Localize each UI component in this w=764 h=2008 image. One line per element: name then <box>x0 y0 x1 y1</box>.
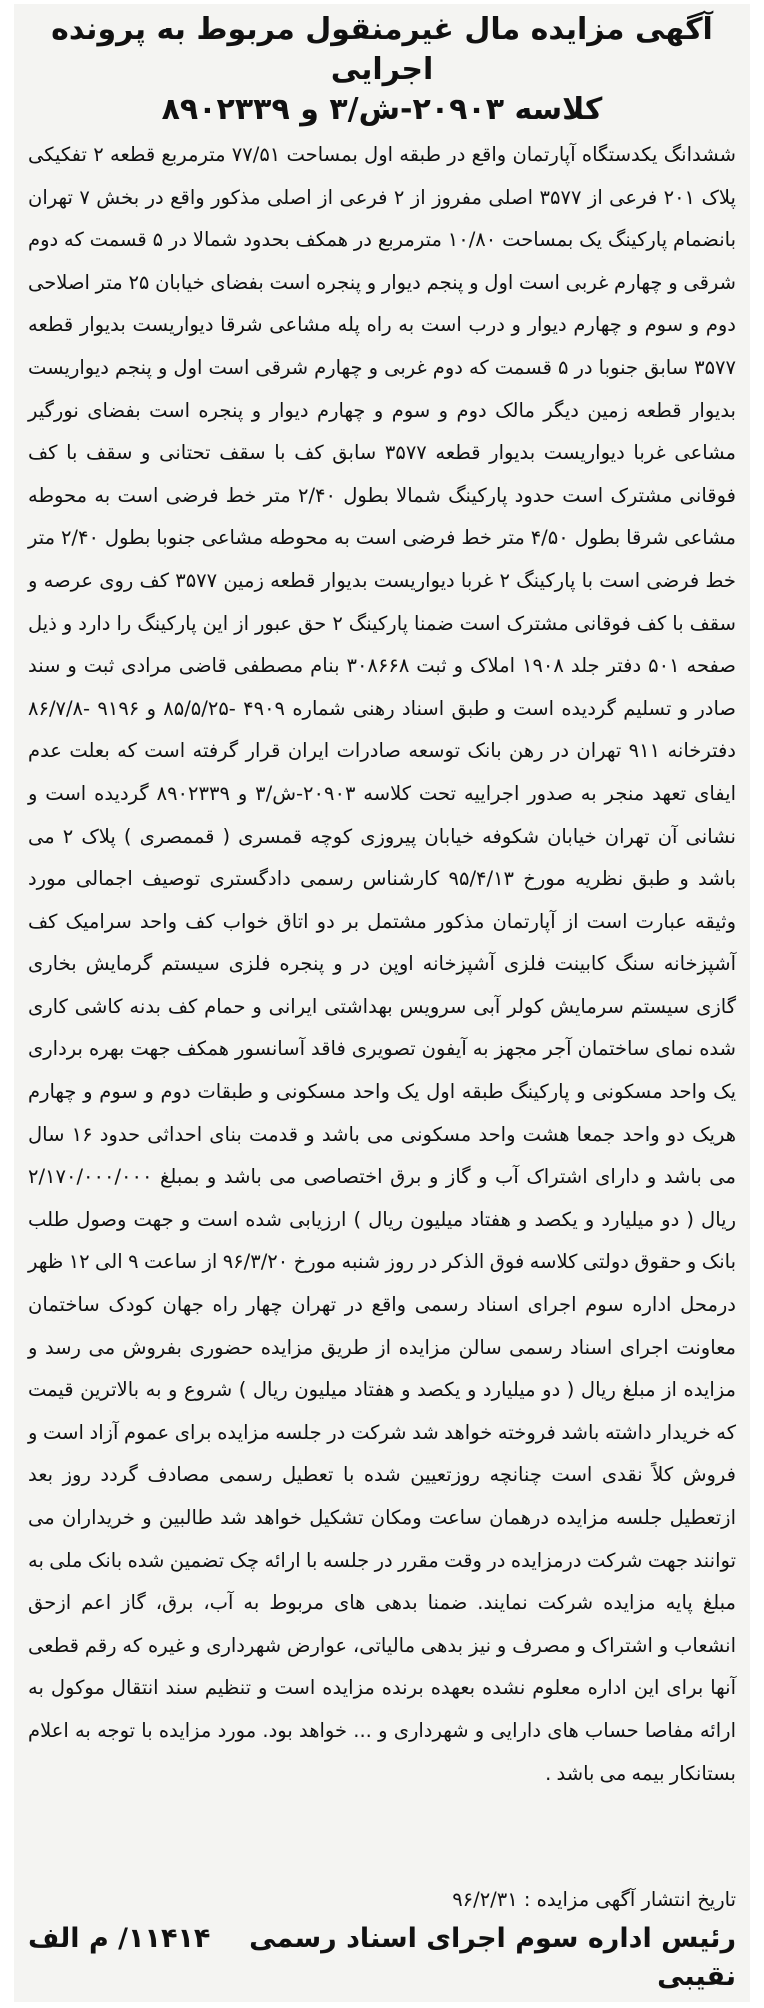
signatory-title: رئیس اداره سوم اجرای اسناد رسمی <box>249 1923 736 1954</box>
publish-date: تاریخ انتشار آگهی مزایده : ۹۶/۲/۳۱ <box>452 1888 736 1911</box>
notice-footer <box>28 1880 736 1996</box>
notice-body-paragraph: ششدانگ یکدستگاه آپارتمان واقع در طبقه اول بمساحت ۷۷/۵۱ مترمربع قطعه ۲ تفکیکی پلاک ۲۰۱ فرعی از ۳۵۷۷ اصلی مفروز از ۲ فرعی از اصلی مذکور واقع در بخش ۷ تهران بانضمام پارکینگ یک بمساحت ۱۰/۸۰ مترمربع در همکف بحدود شمالا در ۵ قسمت که دوم شرقی و چهارم غربی است اول و پنجم دیوار و پنجره است بفضای خیابان ۲۵ متر اصلاحی دوم و سوم و چهارم دیوار و درب است به راه پله مشاعی شرقا دیواریست بدیوار قطعه ۳۵۷۷ سابق جنوبا در ۵ قسمت که دوم غربی و چهارم شرقی است اول و پنجم دیواریست بدیوار قطعه زمین دیگر مالک دوم و سوم و چهارم دیوار و پنجره است بفضای نورگیر مشاعی غربا دیواریست بدیوار قطعه ۳۵۷۷ سابق کف با سقف تحتانی و سقف با کف فوقانی مشترک است حدود پارکینگ شمالا بطول ۲/۴۰ متر خط فرضی است به محوطه مشاعی شرقا بطول ۴/۵۰ متر خط فرضی است به محوطه مشاعی جنوبا بطول ۲/۴۰ متر خط فرضی است با پارکینگ ۲ غربا دیواریست بدیوار قطعه زمین ۳۵۷۷ کف روی عرصه و سقف با کف فوقانی مشترک است ضمنا پارکینگ ۲ حق عبور از این پارکینگ را دارد و ذیل صفحه ۵۰۱ دفتر جلد ۱۹۰۸ املاک و ثبت ۳۰۸۶۶۸ بنام مصطفی قاضی مرادی ثبت و سند صادر و تسلیم گردیده است و طبق اسناد رهنی شماره ۴۹۰۹ -۸۵/۵/۲۵ و ۹۱۹۶ -۸۶/۷/۸ دفترخانه ۹۱۱ تهران در رهن بانک توسعه صادرات ایران قرار گرفته است که بعلت عدم ایفای تعهد منجر به صدور اجراییه تحت کلاسه ۲۰۹۰۳-ش/۳ و ۸۹۰۲۳۳۹ گردیده است و نشانی آن تهران خیابان شکوفه خیابان پیروزی کوچه قمسری ( قممصری ) پلاک ۲ می باشد و طبق نظریه مورخ ۹۵/۴/۱۳ کارشناس رسمی دادگستری توصیف اجمالی مورد وثیقه عبارت است از آپارتمان مذکور مشتمل بر دو اتاق خواب کف واحد سرامیک کف آشپزخانه سنگ کابینت فلزی آشپزخانه اوپن در و پنجره فلزی سیستم گرمایش بخاری گازی سیستم سرمایش کولر آبی سرویس بهداشتی ایرانی و حمام کف بدنه کاشی کاری شده نمای ساختمان آجر مجهز به آیفون تصویری فاقد آسانسور همکف جهت بهره برداری یک واحد مسکونی و پارکینگ طبقه اول یک واحد مسکونی و طبقات دوم و سوم و چهارم هریک دو واحد جمعا هشت واحد مسکونی می باشد و قدمت بنای احداثی حدود ۱۶ سال می باشد و دارای اشتراک آب و گاز و برق اختصاصی می باشد و بمبلغ ۲/۱۷۰/۰۰۰/۰۰۰ ریال ( دو میلیارد و یکصد و هفتاد میلیون ریال ) ارزیابی شده است و جهت وصول طلب بانک و حقوق دولتی کلاسه فوق الذکر در روز شنبه مورخ ۹۶/۳/۲۰ از ساعت ۹ الی ۱۲ ظهر درمحل اداره سوم اجرای اسناد رسمی واقع در تهران چهار راه جهان کودک ساختمان معاونت اجرای اسناد رسمی سالن مزایده از طریق مزایده حضوری بفروش می رسد و مزایده از مبلغ ریال ( دو میلیارد و یکصد و هفتاد میلیون ریال ) شروع و به بالاترین قیمت که خریدار داشته باشد فروخته خواهد شد شرکت در جلسه مزایده برای عموم آزاد است و فروش کلاً نقدی است چنانچه روزتعیین شده با تعطیل رسمی مصادف گردد روز بعد ازتعطیل جلسه مزایده درهمان ساعت ومکان تشکیل خواهد شد طالبین و خریداران می توانند جهت شرکت درمزایده در وقت مقرر در جلسه با ارائه چک تضمین شده بانک ملی به مبلغ پایه مزایده شرکت نمایند. ضمنا بدهی های مربوط به آب، برق، گاز اعم ازحق انشعاب و اشتراک و مصرف و نیز بدهی مالیاتی، عوارض شهرداری و غیره که رقم قطعی آنها برای این اداره معلوم نشده بعهده برنده مزایده است و تنظیم سند انتقال موکول به ارائه مفاصا حساب های دارایی و شهرداری و ... خواهد بود. مورد مزایده با توجه به اعلام بستانکار بیمه می باشد . <box>28 143 737 1785</box>
reference-code: ۱۱۴۱۴/ م الف <box>28 1923 211 1954</box>
notice-header <box>14 4 750 130</box>
signature-row <box>28 1920 736 1958</box>
notice-body <box>28 134 736 1795</box>
newspaper-clipping <box>14 4 750 2002</box>
notice-title-line-2: کلاسه ۲۰۹۰۳-ش/۳ و ۸۹۰۲۳۳۹ <box>161 92 603 127</box>
signatory-name: نقیبی <box>657 1961 736 1992</box>
notice-title-line-1: آگهی مزایده مال غیرمنقول مربوط به پرونده اجرایی <box>51 12 713 87</box>
